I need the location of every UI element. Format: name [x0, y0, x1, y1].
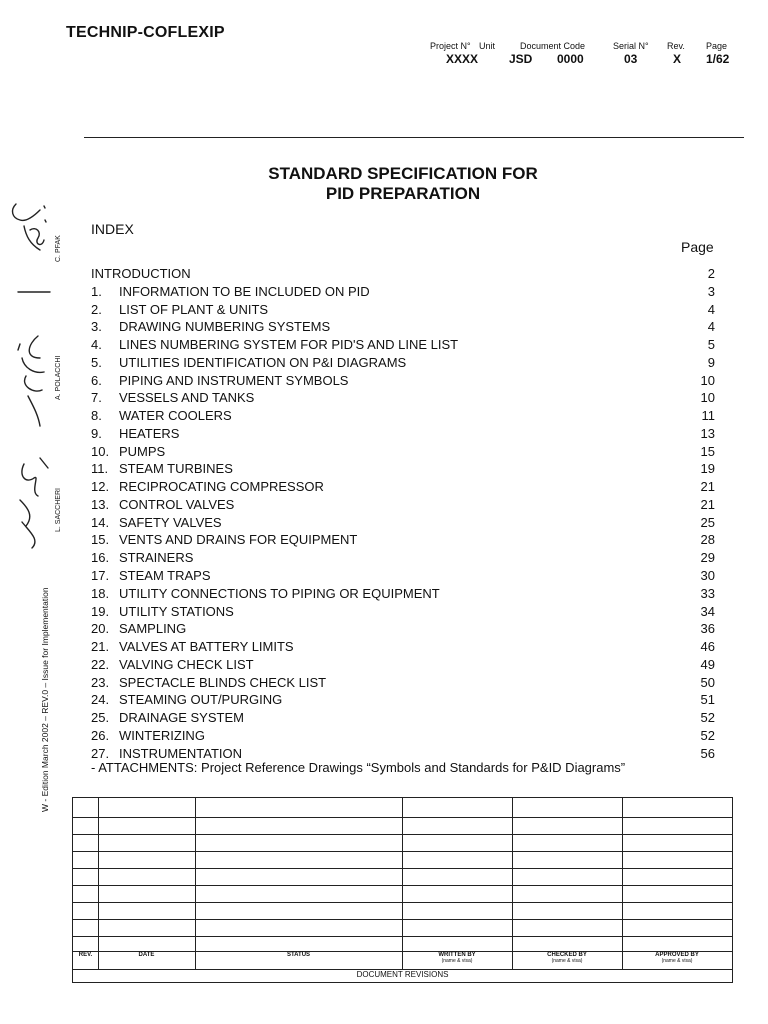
- toc-entry-page: 15: [700, 443, 715, 459]
- table-row-divider: [73, 817, 732, 818]
- page-column-heading: Page: [681, 239, 714, 255]
- toc-entry-number: 22.: [91, 656, 110, 672]
- toc-entry-page: 21: [700, 479, 715, 495]
- toc-entry-page: 11: [701, 408, 715, 424]
- toc-entry-number: 25.: [91, 710, 110, 726]
- toc-entry-page: 52: [700, 710, 715, 726]
- toc-entry-title: STEAM TURBINES: [119, 461, 233, 477]
- toc-entry-number: 21.: [91, 639, 110, 655]
- toc-entry-page: 9: [707, 354, 715, 370]
- table-row-divider: [73, 851, 732, 852]
- toc-entry-title: VALVES AT BATTERY LIMITS: [119, 639, 294, 655]
- page-value: 1/62: [706, 52, 730, 66]
- toc-entry: [91, 567, 715, 585]
- toc-entry-title: UTILITIES IDENTIFICATION ON P&I DIAGRAMS: [119, 354, 407, 370]
- table-row-divider: [73, 834, 732, 835]
- toc-entry: [91, 531, 715, 549]
- table-column-divider: [622, 798, 623, 970]
- page-label: Page: [706, 41, 728, 51]
- toc-entry: [91, 443, 715, 461]
- document-code-value-1: JSD: [509, 52, 533, 66]
- toc-entry-page: 4: [707, 301, 715, 317]
- toc-entry-title: WINTERIZING: [119, 727, 205, 743]
- signer-3-name: L. SACCHERI: [55, 488, 62, 532]
- attachments-note: - ATTACHMENTS: Project Reference Drawings “Symbols and Standards for P&ID Diagrams”: [91, 760, 626, 775]
- toc-entry: [91, 656, 715, 674]
- document-revisions-title: DOCUMENT REVISIONS: [356, 970, 449, 979]
- toc-entry-title: INSTRUMENTATION: [119, 745, 243, 761]
- toc-entry-number: 1.: [91, 283, 102, 299]
- toc-entry-page: 2: [707, 266, 715, 281]
- toc-entry-title: RECIPROCATING COMPRESSOR: [119, 479, 324, 495]
- written-by-column-header: [402, 952, 512, 964]
- toc-entry-title: INFORMATION TO BE INCLUDED ON PID: [119, 283, 370, 299]
- toc-entry: [91, 674, 715, 692]
- toc-entry-title: DRAWING NUMBERING SYSTEMS: [119, 319, 331, 335]
- toc-entry-page: 30: [700, 568, 715, 584]
- toc-entry-number: 8.: [91, 408, 102, 424]
- toc-entry-number: 27.: [91, 745, 110, 761]
- table-row-divider: [73, 868, 732, 869]
- document-title-line-2: PID PREPARATION: [325, 184, 481, 203]
- toc-entry-title: VENTS AND DRAINS FOR EQUIPMENT: [119, 532, 358, 548]
- toc-entry-title: UTILITY STATIONS: [119, 603, 234, 619]
- signature-2: [18, 336, 44, 426]
- toc-entry-number: 18.: [91, 585, 110, 601]
- toc-entry-title: STEAMING OUT/PURGING: [119, 692, 283, 708]
- toc-entry-number: 23.: [91, 674, 110, 690]
- serial-number-label: Serial N°: [613, 41, 649, 51]
- toc-entry-page: 36: [700, 621, 715, 637]
- toc-entry: [91, 620, 715, 638]
- toc-entry: [91, 354, 715, 372]
- name-visa-note: (name & visa): [551, 958, 583, 964]
- toc-entry: [91, 407, 715, 425]
- toc-entry: [91, 727, 715, 745]
- toc-entry-number: 5.: [91, 354, 102, 370]
- table-of-contents: [91, 265, 715, 762]
- toc-entry-title: HEATERS: [119, 425, 180, 441]
- status-column-header: STATUS: [286, 952, 311, 958]
- toc-entry-number: 17.: [91, 568, 110, 584]
- toc-entry-number: 19.: [91, 603, 110, 619]
- toc-entry: [91, 514, 715, 532]
- table-column-divider: [195, 798, 196, 970]
- toc-entry-number: 3.: [91, 319, 102, 335]
- project-number-label: Project N°: [430, 41, 471, 51]
- toc-entry: [91, 460, 715, 478]
- toc-entry-title: VESSELS AND TANKS: [119, 390, 255, 406]
- toc-entry: [91, 691, 715, 709]
- toc-entry-page: 13: [700, 425, 715, 441]
- name-visa-note: (name & visa): [661, 958, 693, 964]
- toc-entry-number: 20.: [91, 621, 110, 637]
- company-logo: TECHNIP-COFLEXIP: [66, 24, 225, 41]
- toc-entry-page: 34: [700, 603, 715, 619]
- toc-entry: [91, 425, 715, 443]
- revision-label: Rev.: [667, 41, 685, 51]
- table-column-divider: [402, 798, 403, 970]
- toc-entry-page: 49: [700, 656, 715, 672]
- toc-entry-title: WATER COOLERS: [119, 408, 232, 424]
- rev-column-header: REV.: [78, 952, 93, 958]
- toc-entry-number: 15.: [91, 532, 110, 548]
- toc-entry-title: INTRODUCTION: [91, 266, 191, 281]
- toc-entry: [91, 496, 715, 514]
- toc-entry-title: PUMPS: [119, 443, 166, 459]
- table-column-divider: [98, 798, 99, 970]
- toc-entry: [91, 603, 715, 621]
- toc-entry-page: 56: [700, 745, 715, 761]
- document-revisions-table: [72, 797, 733, 983]
- toc-entry-page: 33: [700, 585, 715, 601]
- toc-entry-title: STEAM TRAPS: [119, 568, 211, 584]
- toc-entry-page: 29: [700, 550, 715, 566]
- toc-entry-number: 12.: [91, 479, 110, 495]
- table-column-divider: [512, 798, 513, 970]
- toc-entry: [91, 585, 715, 603]
- toc-entry: [91, 336, 715, 354]
- toc-entry-number: 9.: [91, 425, 102, 441]
- toc-entry-number: 11.: [91, 461, 109, 477]
- toc-entry: [91, 549, 715, 567]
- index-heading: INDEX: [91, 221, 134, 237]
- toc-entry-number: 6.: [91, 372, 102, 388]
- toc-entry-title: LINES NUMBERING SYSTEM FOR PID'S AND LINE LIST: [119, 337, 459, 353]
- toc-entry-title: VALVING CHECK LIST: [119, 656, 254, 672]
- toc-entry-number: 14.: [91, 514, 110, 530]
- toc-entry: [91, 709, 715, 727]
- toc-entry-page: 28: [700, 532, 715, 548]
- toc-entry: [91, 301, 715, 319]
- toc-entry-number: 13.: [91, 496, 110, 512]
- toc-entry-title: CONTROL VALVES: [119, 496, 235, 512]
- table-row-divider: [73, 885, 732, 886]
- toc-entry: [91, 283, 715, 301]
- toc-entry-title: STRAINERS: [119, 550, 194, 566]
- document-code-value-2: 0000: [557, 52, 584, 66]
- approved-by-label: APPROVED BY: [655, 952, 699, 958]
- toc-entry-page: 5: [707, 337, 715, 353]
- toc-entry-number: 24.: [91, 692, 110, 708]
- document-code-label: Document Code: [520, 41, 586, 51]
- header-divider: [84, 137, 744, 138]
- document-title-line-1: STANDARD SPECIFICATION FOR: [268, 164, 538, 183]
- toc-entry: [91, 318, 715, 336]
- signature-3: [20, 458, 48, 548]
- table-row-divider: [73, 936, 732, 937]
- toc-entry-title: SAMPLING: [119, 621, 187, 637]
- toc-entry-title: SAFETY VALVES: [119, 514, 222, 530]
- toc-entry-title: UTILITY CONNECTIONS TO PIPING OR EQUIPMENT: [119, 585, 440, 601]
- toc-entry: [91, 265, 715, 283]
- table-row-divider: [73, 919, 732, 920]
- toc-entry-page: 51: [700, 692, 715, 708]
- toc-entry-page: 19: [700, 461, 715, 477]
- toc-entry-number: 26.: [91, 727, 110, 743]
- toc-entry-title: LIST OF PLANT & UNITS: [119, 301, 269, 317]
- toc-entry-number: 7.: [91, 390, 102, 406]
- project-number-value: XXXX: [446, 52, 479, 66]
- date-column-header: DATE: [138, 952, 155, 958]
- edition-note: W - Edition March 2002 – REV.0 – Issue for Implementation: [40, 587, 50, 812]
- toc-entry: [91, 638, 715, 656]
- signature-1: [13, 204, 50, 292]
- toc-entry: [91, 372, 715, 390]
- toc-entry-number: 16.: [91, 550, 110, 566]
- unit-label: Unit: [479, 41, 496, 51]
- table-row-divider: [73, 902, 732, 903]
- toc-entry: [91, 389, 715, 407]
- approved-by-column-header: [622, 952, 732, 964]
- toc-entry-page: 10: [700, 390, 715, 406]
- toc-entry-title: SPECTACLE BLINDS CHECK LIST: [119, 674, 327, 690]
- toc-entry-page: 10: [700, 372, 715, 388]
- toc-entry-title: PIPING AND INSTRUMENT SYMBOLS: [119, 372, 349, 388]
- revision-value: X: [673, 52, 682, 66]
- toc-entry-number: 10.: [91, 443, 110, 459]
- toc-entry-number: 2.: [91, 301, 102, 317]
- checked-by-label: CHECKED BY: [547, 952, 587, 958]
- toc-entry-page: 25: [700, 514, 715, 530]
- toc-entry-page: 50: [700, 674, 715, 690]
- written-by-label: WRITTEN BY: [438, 952, 476, 958]
- toc-entry-page: 3: [707, 283, 715, 299]
- signer-2-name: A. POLACCHI: [55, 355, 62, 400]
- toc-entry-number: 4.: [91, 337, 102, 353]
- toc-entry-title: DRAINAGE SYSTEM: [119, 710, 244, 726]
- signature-marks: [4, 196, 52, 556]
- signer-1-name: C. PFAK: [55, 235, 62, 262]
- serial-number-value: 03: [624, 52, 638, 66]
- toc-entry-page: 52: [700, 727, 715, 743]
- name-visa-note: (name & visa): [441, 958, 473, 964]
- toc-entry-page: 46: [700, 639, 715, 655]
- checked-by-column-header: [512, 952, 622, 964]
- toc-entry-page: 21: [700, 496, 715, 512]
- toc-entry-page: 4: [707, 319, 715, 335]
- toc-entry: [91, 478, 715, 496]
